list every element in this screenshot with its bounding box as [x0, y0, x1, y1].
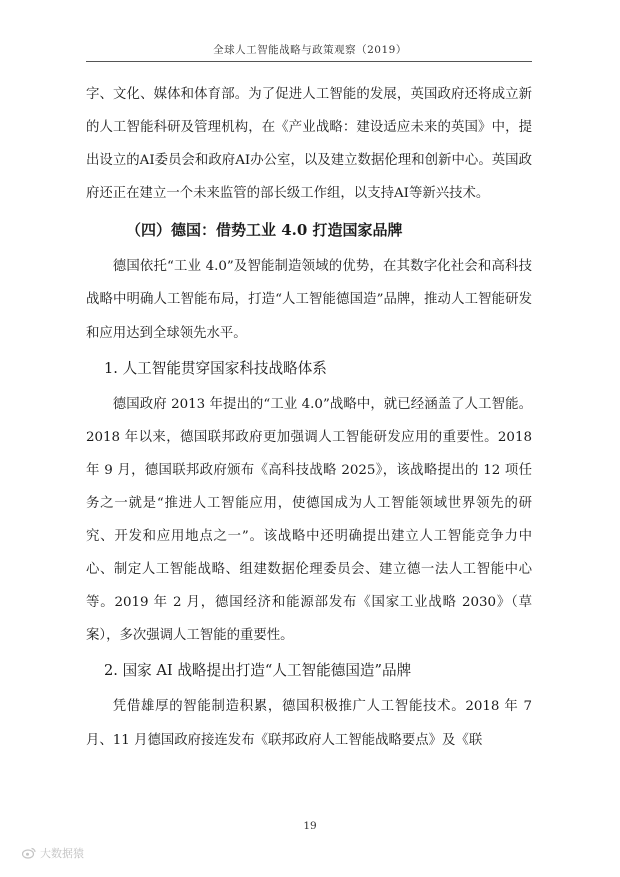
page-body	[86, 78, 532, 757]
paragraph-uk-continued: 字、文化、媒体和体育部。为了促进人工智能的发展，英国政府还将成立新的人工智能科研及管理机构，在《产业战略：建设适应未来的英国》中，提出设立的AI委员会和政府AI办公室，以及建立数据伦理和创新中心。英国政府还正在建立一个未来监管的部长级工作组，以支持AI等新兴技术。	[86, 87, 532, 202]
watermark	[22, 845, 84, 861]
paragraph-germany-intro: 德国依托“工业 4.0”及智能制造领域的优势，在其数字化社会和高科技战略中明确人工智能布局，打造“人工智能德国造”品牌，推动人工智能研发和应用达到全球领先水平。	[86, 259, 532, 341]
running-header: 全球人工智能战略与政策观察（2019）	[213, 44, 407, 56]
subheading-2: 2. 国家 AI 战略提出打造“人工智能德国造”品牌	[104, 662, 412, 680]
page-number: 19	[303, 820, 317, 832]
weibo-icon	[22, 847, 36, 859]
subheading-1: 1. 人工智能贯穿国家科技战略体系	[104, 359, 327, 377]
paragraph-industry-4: 德国政府 2013 年提出的“工业 4.0”战略中，就已经涵盖了人工智能。2018 年以来，德国联邦政府更加强调人工智能研发应用的重要性。2018 年 9 月，德国联邦政府颁布《高科技战略 2025》，该战略提出的 12 项任务之一就是“推进人工智能应用，使德国成为人工智能领域世界领先的研究、开发和应用地点之一”。该战略中还明确提出建立人工智能竞争力中心、制定人工智能战略、组建数据伦理委员会、建立德一法人工智能中心等。2019 年 2 月，德国经济和能源部发布《国家工业战略 2030》（草案），多次强调人工智能的重要性。	[86, 396, 532, 644]
header-divider	[86, 61, 532, 62]
paragraph-national-ai-strategy: 凭借雄厚的智能制造积累，德国积极推广人工智能技术。2018 年 7 月、11 月德国政府接连发布《联邦政府人工智能战略要点》及《联	[86, 699, 532, 748]
section-heading-germany: （四）德国：借势工业 4.0 打造国家品牌	[126, 221, 403, 240]
watermark-text: 大数据猿	[40, 847, 84, 860]
